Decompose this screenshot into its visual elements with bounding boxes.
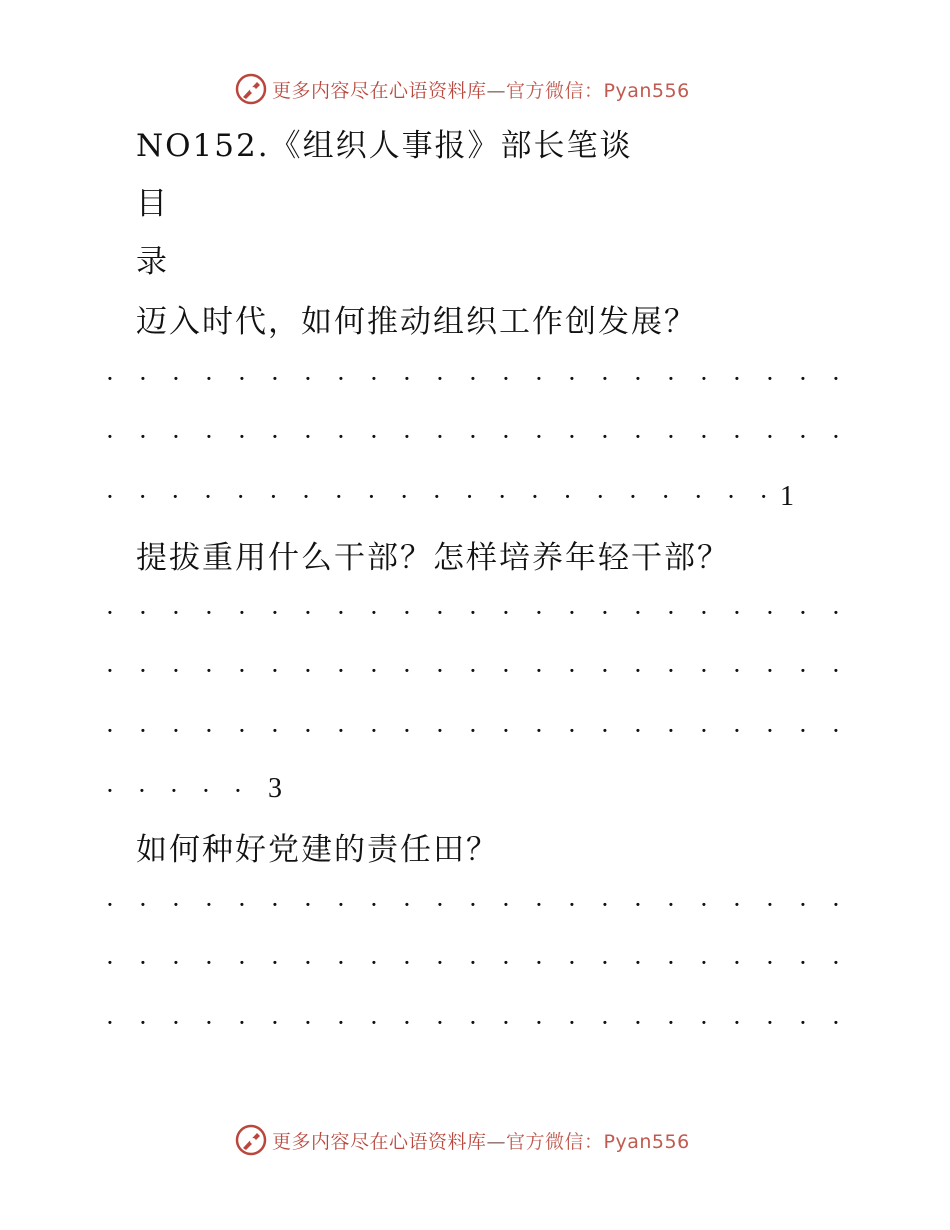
leader-dot: · <box>700 717 708 745</box>
leader-dot: · <box>403 891 411 919</box>
leader-dot: · <box>799 599 807 627</box>
leader-dot: · <box>596 483 605 511</box>
leader-dot: · <box>502 891 510 919</box>
leader-dot: · <box>634 949 642 977</box>
toc-leader-dots <box>103 422 843 452</box>
leader-dot: · <box>568 1009 576 1037</box>
leader-dot: · <box>667 1009 675 1037</box>
leader-dot: · <box>766 717 774 745</box>
leader-dot: · <box>568 599 576 627</box>
leader-dot: · <box>304 599 312 627</box>
leader-dot: · <box>139 599 147 627</box>
leader-dot: · <box>601 657 609 685</box>
leader-dot: · <box>334 483 343 511</box>
leader-dot: · <box>667 657 675 685</box>
leader-dot: · <box>601 949 609 977</box>
banner-dash: — <box>486 79 507 102</box>
leader-dot: · <box>370 717 378 745</box>
leader-dot: · <box>667 717 675 745</box>
leader-dot: · <box>832 949 840 977</box>
toc-leader-dots <box>103 890 843 920</box>
leader-dot: · <box>568 891 576 919</box>
leader-dot: · <box>403 599 411 627</box>
leader-dot: · <box>205 891 213 919</box>
leader-dot: · <box>700 365 708 393</box>
leader-dot: · <box>172 1009 180 1037</box>
leader-dot: · <box>271 949 279 977</box>
leader-dot: · <box>139 1009 147 1037</box>
leader-dot: · <box>436 891 444 919</box>
leader-dot: · <box>271 717 279 745</box>
leader-dot: · <box>302 483 310 511</box>
leader-dot: · <box>271 891 279 919</box>
leader-dot: · <box>139 717 147 745</box>
leader-dot: · <box>469 365 477 393</box>
leader-dot: · <box>700 599 708 627</box>
leader-dot: · <box>403 423 411 451</box>
leader-dot: · <box>337 365 345 393</box>
pen-logo-icon <box>234 1123 268 1157</box>
leader-dot: · <box>733 1009 741 1037</box>
leader-dot: · <box>106 483 114 511</box>
leader-dot: · <box>832 599 840 627</box>
leader-dot: · <box>238 717 246 745</box>
leader-dot: · <box>601 365 609 393</box>
leader-dot: · <box>172 717 180 745</box>
leader-dot: · <box>832 1009 840 1037</box>
leader-dot: · <box>502 949 510 977</box>
leader-dot: · <box>799 1009 807 1037</box>
leader-dot: · <box>238 949 246 977</box>
leader-dot: · <box>502 717 510 745</box>
toc-leader-dots <box>103 364 843 394</box>
leader-dot: · <box>202 777 210 805</box>
leader-dot: · <box>106 777 114 805</box>
leader-dot: · <box>733 599 741 627</box>
leader-dot: · <box>269 483 278 511</box>
leader-dot: · <box>568 423 576 451</box>
leader-dot: · <box>832 717 840 745</box>
leader-dot: · <box>337 891 345 919</box>
leader-dot: · <box>403 1009 411 1037</box>
leader-dot: · <box>469 599 477 627</box>
leader-dot: · <box>370 1009 378 1037</box>
leader-dot: · <box>271 657 279 685</box>
leader-dot: · <box>205 423 213 451</box>
toc-leader-dots <box>103 776 245 806</box>
leader-dot: · <box>205 717 213 745</box>
leader-dot: · <box>502 365 510 393</box>
leader-dot: · <box>304 657 312 685</box>
leader-dot: · <box>172 949 180 977</box>
leader-dot: · <box>700 423 708 451</box>
banner-text <box>272 1127 690 1154</box>
leader-dot: · <box>172 423 180 451</box>
leader-dot: · <box>469 423 477 451</box>
leader-dot: · <box>304 717 312 745</box>
banner-wechat-text: 官方微信：Pyan556 <box>506 1130 690 1153</box>
leader-dot: · <box>667 891 675 919</box>
leader-dot: · <box>799 891 807 919</box>
leader-dot: · <box>436 423 444 451</box>
header-banner <box>234 71 690 107</box>
leader-dot: · <box>436 365 444 393</box>
leader-dot: · <box>106 423 114 451</box>
leader-dot: · <box>568 949 576 977</box>
leader-dot: · <box>238 891 246 919</box>
leader-dot: · <box>106 949 114 977</box>
toc-leader-dots <box>103 482 771 512</box>
leader-dot: · <box>433 483 441 511</box>
leader-dot: · <box>535 365 543 393</box>
leader-dot: · <box>238 423 246 451</box>
leader-dot: · <box>106 891 114 919</box>
leader-dot: · <box>436 949 444 977</box>
leader-dot: · <box>370 365 378 393</box>
leader-dot: · <box>238 1009 246 1037</box>
leader-dot: · <box>304 423 312 451</box>
leader-dot: · <box>304 365 312 393</box>
leader-dot: · <box>271 365 279 393</box>
leader-dot: · <box>799 717 807 745</box>
leader-dot: · <box>634 891 642 919</box>
footer-banner <box>234 1122 690 1158</box>
leader-dot: · <box>138 777 146 805</box>
leader-dot: · <box>139 891 147 919</box>
leader-dot: · <box>535 599 543 627</box>
leader-dot: · <box>694 483 703 511</box>
leader-dot: · <box>337 717 345 745</box>
leader-dot: · <box>733 657 741 685</box>
leader-dot: · <box>238 657 246 685</box>
toc-leader-dots <box>103 598 843 628</box>
leader-dot: · <box>634 599 642 627</box>
leader-dot: · <box>403 365 411 393</box>
leader-dot: · <box>601 423 609 451</box>
leader-dot: · <box>139 949 147 977</box>
leader-dot: · <box>370 891 378 919</box>
leader-dot: · <box>799 949 807 977</box>
toc-entry-3-title: 如何种好党建的责任田？ <box>136 832 499 868</box>
leader-dot: · <box>238 599 246 627</box>
toc-leader-dots <box>103 716 843 746</box>
leader-dot: · <box>436 717 444 745</box>
banner-text <box>272 76 690 103</box>
leader-dot: · <box>766 423 774 451</box>
leader-dot: · <box>563 483 572 511</box>
leader-dot: · <box>205 1009 213 1037</box>
banner-wechat-text: 官方微信：Pyan556 <box>506 79 690 102</box>
leader-dot: · <box>629 483 637 511</box>
leader-dot: · <box>832 657 840 685</box>
leader-dot: · <box>799 657 807 685</box>
leader-dot: · <box>139 657 147 685</box>
leader-dot: · <box>766 891 774 919</box>
leader-dot: · <box>138 483 147 511</box>
leader-dot: · <box>271 599 279 627</box>
toc-entry-2-title: 提拔重用什么干部？怎样培养年轻干部？ <box>136 540 730 576</box>
leader-dot: · <box>403 949 411 977</box>
leader-dot: · <box>700 949 708 977</box>
leader-dot: · <box>370 657 378 685</box>
leader-dot: · <box>403 657 411 685</box>
leader-dot: · <box>535 949 543 977</box>
leader-dot: · <box>370 599 378 627</box>
leader-dot: · <box>304 949 312 977</box>
leader-dot: · <box>531 483 539 511</box>
leader-dot: · <box>271 423 279 451</box>
leader-dot: · <box>370 423 378 451</box>
leader-dot: · <box>172 657 180 685</box>
toc-entry-1-title: 迈入时代，如何推动组织工作创发展？ <box>136 304 697 340</box>
toc-leader-dots <box>103 1008 843 1038</box>
leader-dot: · <box>502 599 510 627</box>
leader-dot: · <box>170 777 178 805</box>
leader-dot: · <box>469 949 477 977</box>
leader-dot: · <box>271 1009 279 1037</box>
leader-dot: · <box>502 423 510 451</box>
leader-dot: · <box>700 657 708 685</box>
leader-dot: · <box>403 717 411 745</box>
leader-dot: · <box>370 949 378 977</box>
leader-dot: · <box>304 1009 312 1037</box>
leader-dot: · <box>667 365 675 393</box>
leader-dot: · <box>436 657 444 685</box>
leader-dot: · <box>367 483 376 511</box>
leader-dot: · <box>634 717 642 745</box>
leader-dot: · <box>766 365 774 393</box>
leader-dot: · <box>535 657 543 685</box>
leader-dot: · <box>601 891 609 919</box>
leader-dot: · <box>601 599 609 627</box>
leader-dot: · <box>400 483 408 511</box>
leader-dot: · <box>727 483 735 511</box>
leader-dot: · <box>106 717 114 745</box>
leader-dot: · <box>106 657 114 685</box>
leader-dot: · <box>733 365 741 393</box>
leader-dot: · <box>667 949 675 977</box>
toc-heading-char-2: 录 <box>136 244 169 280</box>
leader-dot: · <box>106 599 114 627</box>
leader-dot: · <box>205 657 213 685</box>
leader-dot: · <box>700 891 708 919</box>
leader-dot: · <box>766 599 774 627</box>
banner-dash: — <box>486 1130 507 1153</box>
document-title: NO152.《组织人事报》部长笔谈 <box>136 128 633 164</box>
leader-dot: · <box>568 657 576 685</box>
leader-dot: · <box>601 1009 609 1037</box>
leader-dot: · <box>634 657 642 685</box>
leader-dot: · <box>498 483 507 511</box>
leader-dot: · <box>535 891 543 919</box>
leader-dot: · <box>832 423 840 451</box>
leader-dot: · <box>634 423 642 451</box>
leader-dot: · <box>733 717 741 745</box>
toc-heading-char-1: 目 <box>136 186 169 222</box>
leader-dot: · <box>337 423 345 451</box>
leader-dot: · <box>205 599 213 627</box>
leader-dot: · <box>832 891 840 919</box>
pen-logo-icon <box>234 72 268 106</box>
banner-main-text: 更多内容尽在心语资料库 <box>272 79 487 102</box>
leader-dot: · <box>502 657 510 685</box>
leader-dot: · <box>469 1009 477 1037</box>
leader-dot: · <box>337 657 345 685</box>
leader-dot: · <box>733 949 741 977</box>
leader-dot: · <box>465 483 474 511</box>
leader-dot: · <box>601 717 609 745</box>
toc-leader-dots <box>103 948 843 978</box>
leader-dot: · <box>502 1009 510 1037</box>
leader-dot: · <box>172 599 180 627</box>
leader-dot: · <box>436 599 444 627</box>
leader-dot: · <box>766 657 774 685</box>
toc-entry-2-page: 3 <box>268 773 282 804</box>
leader-dot: · <box>733 891 741 919</box>
leader-dot: · <box>700 1009 708 1037</box>
toc-leader-dots <box>103 656 843 686</box>
leader-dot: · <box>172 365 180 393</box>
leader-dot: · <box>766 1009 774 1037</box>
leader-dot: · <box>106 1009 114 1037</box>
toc-entry-1-page: 1 <box>780 481 794 512</box>
leader-dot: · <box>799 423 807 451</box>
leader-dot: · <box>535 717 543 745</box>
leader-dot: · <box>568 717 576 745</box>
leader-dot: · <box>535 423 543 451</box>
leader-dot: · <box>733 423 741 451</box>
leader-dot: · <box>759 483 768 511</box>
leader-dot: · <box>634 365 642 393</box>
leader-dot: · <box>139 365 147 393</box>
leader-dot: · <box>799 365 807 393</box>
leader-dot: · <box>535 1009 543 1037</box>
leader-dot: · <box>337 1009 345 1037</box>
leader-dot: · <box>172 891 180 919</box>
leader-dot: · <box>337 599 345 627</box>
leader-dot: · <box>337 949 345 977</box>
leader-dot: · <box>236 483 245 511</box>
leader-dot: · <box>171 483 180 511</box>
leader-dot: · <box>139 423 147 451</box>
leader-dot: · <box>832 365 840 393</box>
leader-dot: · <box>304 891 312 919</box>
leader-dot: · <box>667 423 675 451</box>
leader-dot: · <box>238 365 246 393</box>
leader-dot: · <box>106 365 114 393</box>
leader-dot: · <box>661 483 670 511</box>
leader-dot: · <box>205 949 213 977</box>
leader-dot: · <box>205 365 213 393</box>
leader-dot: · <box>469 891 477 919</box>
leader-dot: · <box>766 949 774 977</box>
leader-dot: · <box>634 1009 642 1037</box>
leader-dot: · <box>469 657 477 685</box>
leader-dot: · <box>568 365 576 393</box>
leader-dot: · <box>667 599 675 627</box>
leader-dot: · <box>234 777 242 805</box>
leader-dot: · <box>204 483 212 511</box>
leader-dot: · <box>436 1009 444 1037</box>
leader-dot: · <box>469 717 477 745</box>
banner-main-text: 更多内容尽在心语资料库 <box>272 1130 487 1153</box>
